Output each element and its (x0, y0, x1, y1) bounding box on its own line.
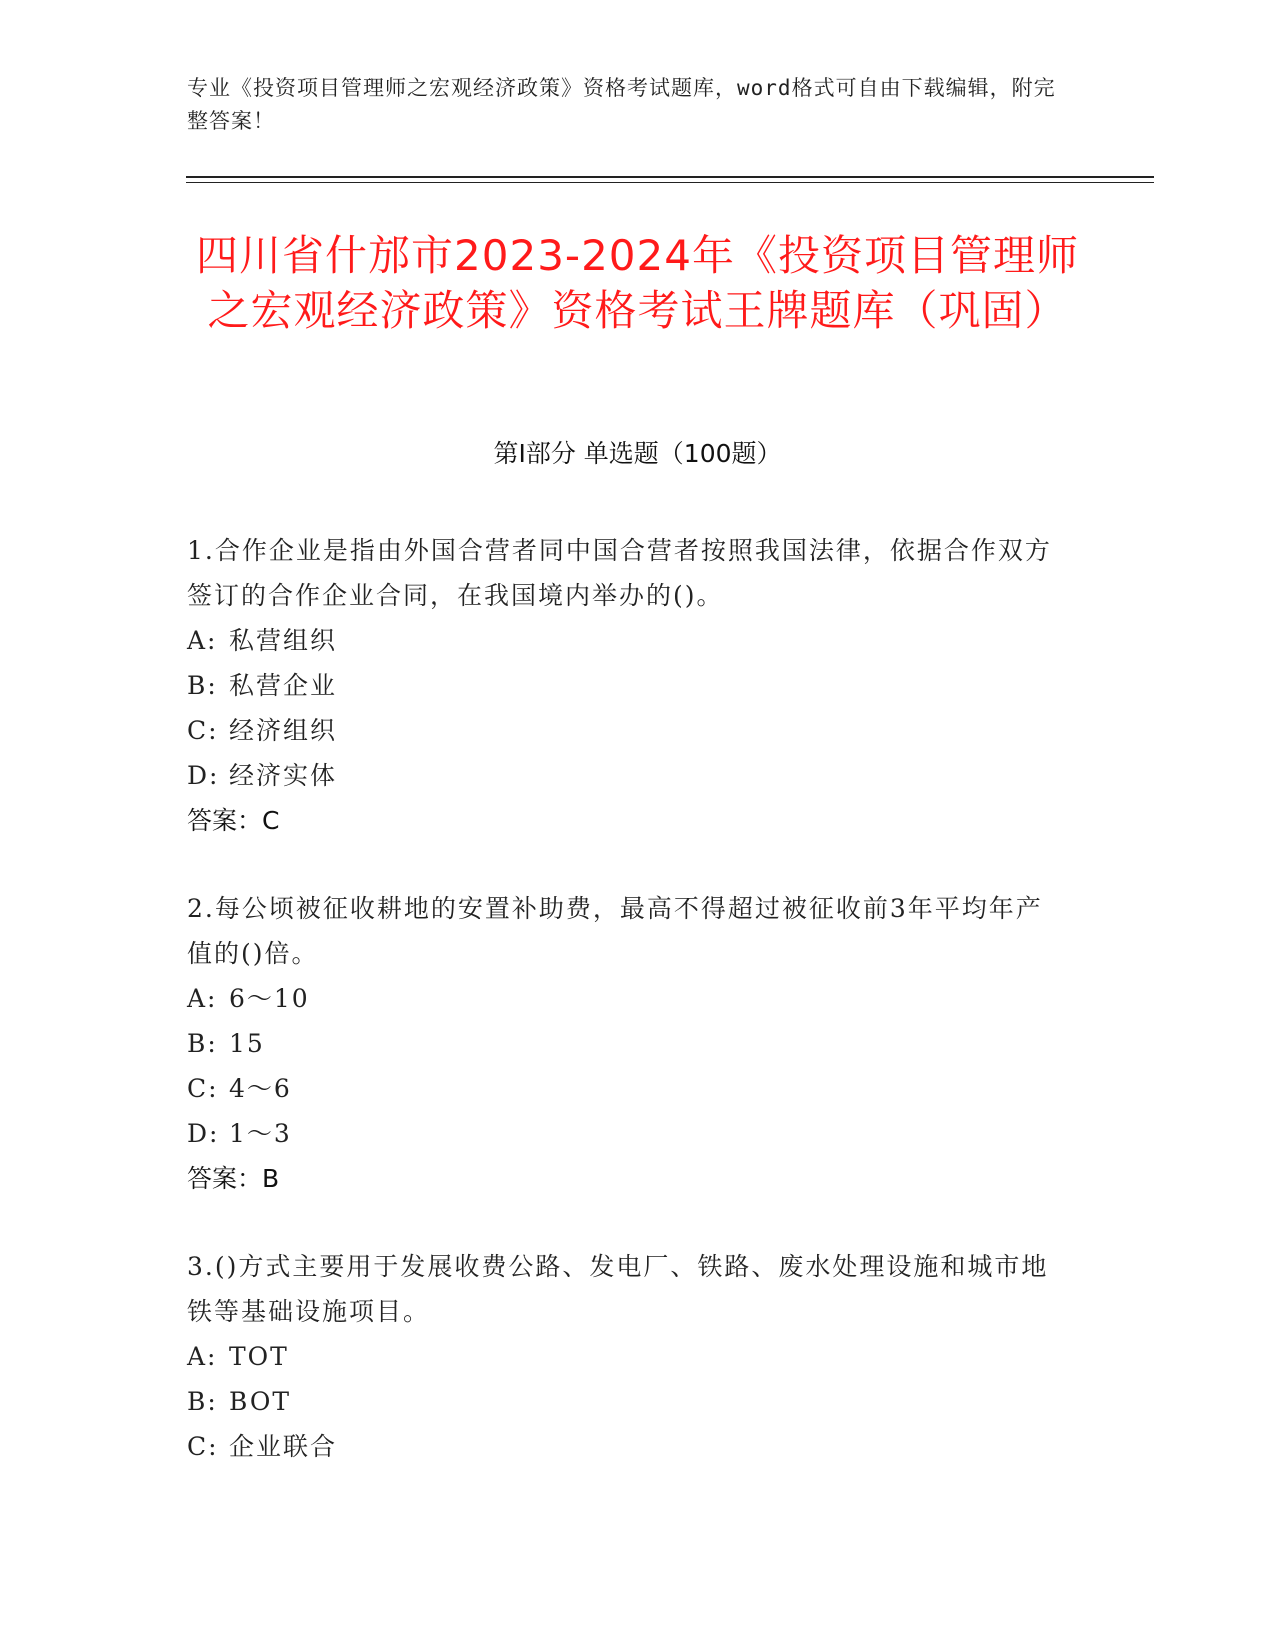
question-stem: 1.合作企业是指由外国合营者同中国合营者按照我国法律，依据合作双方签订的合作企业合同，在我国境内举办的()。 (187, 536, 1052, 610)
option-text: 4～6 (229, 1074, 292, 1103)
option-letter: C: (187, 1432, 219, 1461)
option-letter: C: (187, 1074, 219, 1103)
question-3 (187, 1244, 1067, 1469)
option-letter: A: (187, 984, 218, 1013)
option-text: 私营组织 (229, 626, 338, 655)
question-stem: 3.()方式主要用于发展收费公路、发电厂、铁路、废水处理设施和城市地铁等基础设施项目。 (187, 1252, 1049, 1326)
question-1 (187, 528, 1067, 843)
option-letter: A: (187, 1342, 218, 1371)
option-letter: D: (187, 761, 220, 790)
option-b (187, 1021, 1067, 1066)
option-b (187, 663, 1067, 708)
option-letter: D: (187, 1119, 220, 1148)
question-2 (187, 886, 1067, 1201)
question-stem: 2.每公顷被征收耕地的安置补助费，最高不得超过被征收前3年平均年产值的()倍。 (187, 894, 1043, 968)
option-text: 私营企业 (229, 671, 338, 700)
option-b (187, 1379, 1067, 1424)
option-letter: A: (187, 626, 218, 655)
option-text: 企业联合 (229, 1432, 338, 1461)
header-rule-thin (186, 182, 1154, 183)
option-text: 经济实体 (229, 761, 338, 790)
answer-line: 答案：C (187, 806, 280, 835)
option-a (187, 618, 1067, 663)
question-list (187, 528, 1067, 1512)
header-note: 专业《投资项目管理师之宏观经济政策》资格考试题库，word格式可自由下载编辑，附完整答案！ (187, 76, 1056, 133)
answer-line: 答案：B (187, 1164, 280, 1193)
option-text: TOT (229, 1342, 289, 1371)
option-text: 6～10 (229, 984, 310, 1013)
option-c (187, 708, 1067, 753)
option-letter: C: (187, 716, 219, 745)
option-c (187, 1066, 1067, 1111)
option-d (187, 1111, 1067, 1156)
option-text: BOT (229, 1387, 292, 1416)
option-c (187, 1424, 1067, 1469)
option-letter: B: (187, 671, 218, 700)
option-letter: B: (187, 1387, 218, 1416)
option-a (187, 976, 1067, 1021)
option-text: 1～3 (229, 1119, 292, 1148)
option-letter: B: (187, 1029, 218, 1058)
option-a (187, 1334, 1067, 1379)
option-text: 经济组织 (229, 716, 338, 745)
option-text: 15 (229, 1029, 265, 1058)
header-rule-thick (186, 176, 1154, 178)
section-title: 第I部分 单选题（100题） (493, 439, 782, 468)
document-title: 四川省什邡市2023-2024年《投资项目管理师之宏观经济政策》资格考试王牌题库（巩固） (196, 231, 1079, 335)
option-d (187, 753, 1067, 798)
